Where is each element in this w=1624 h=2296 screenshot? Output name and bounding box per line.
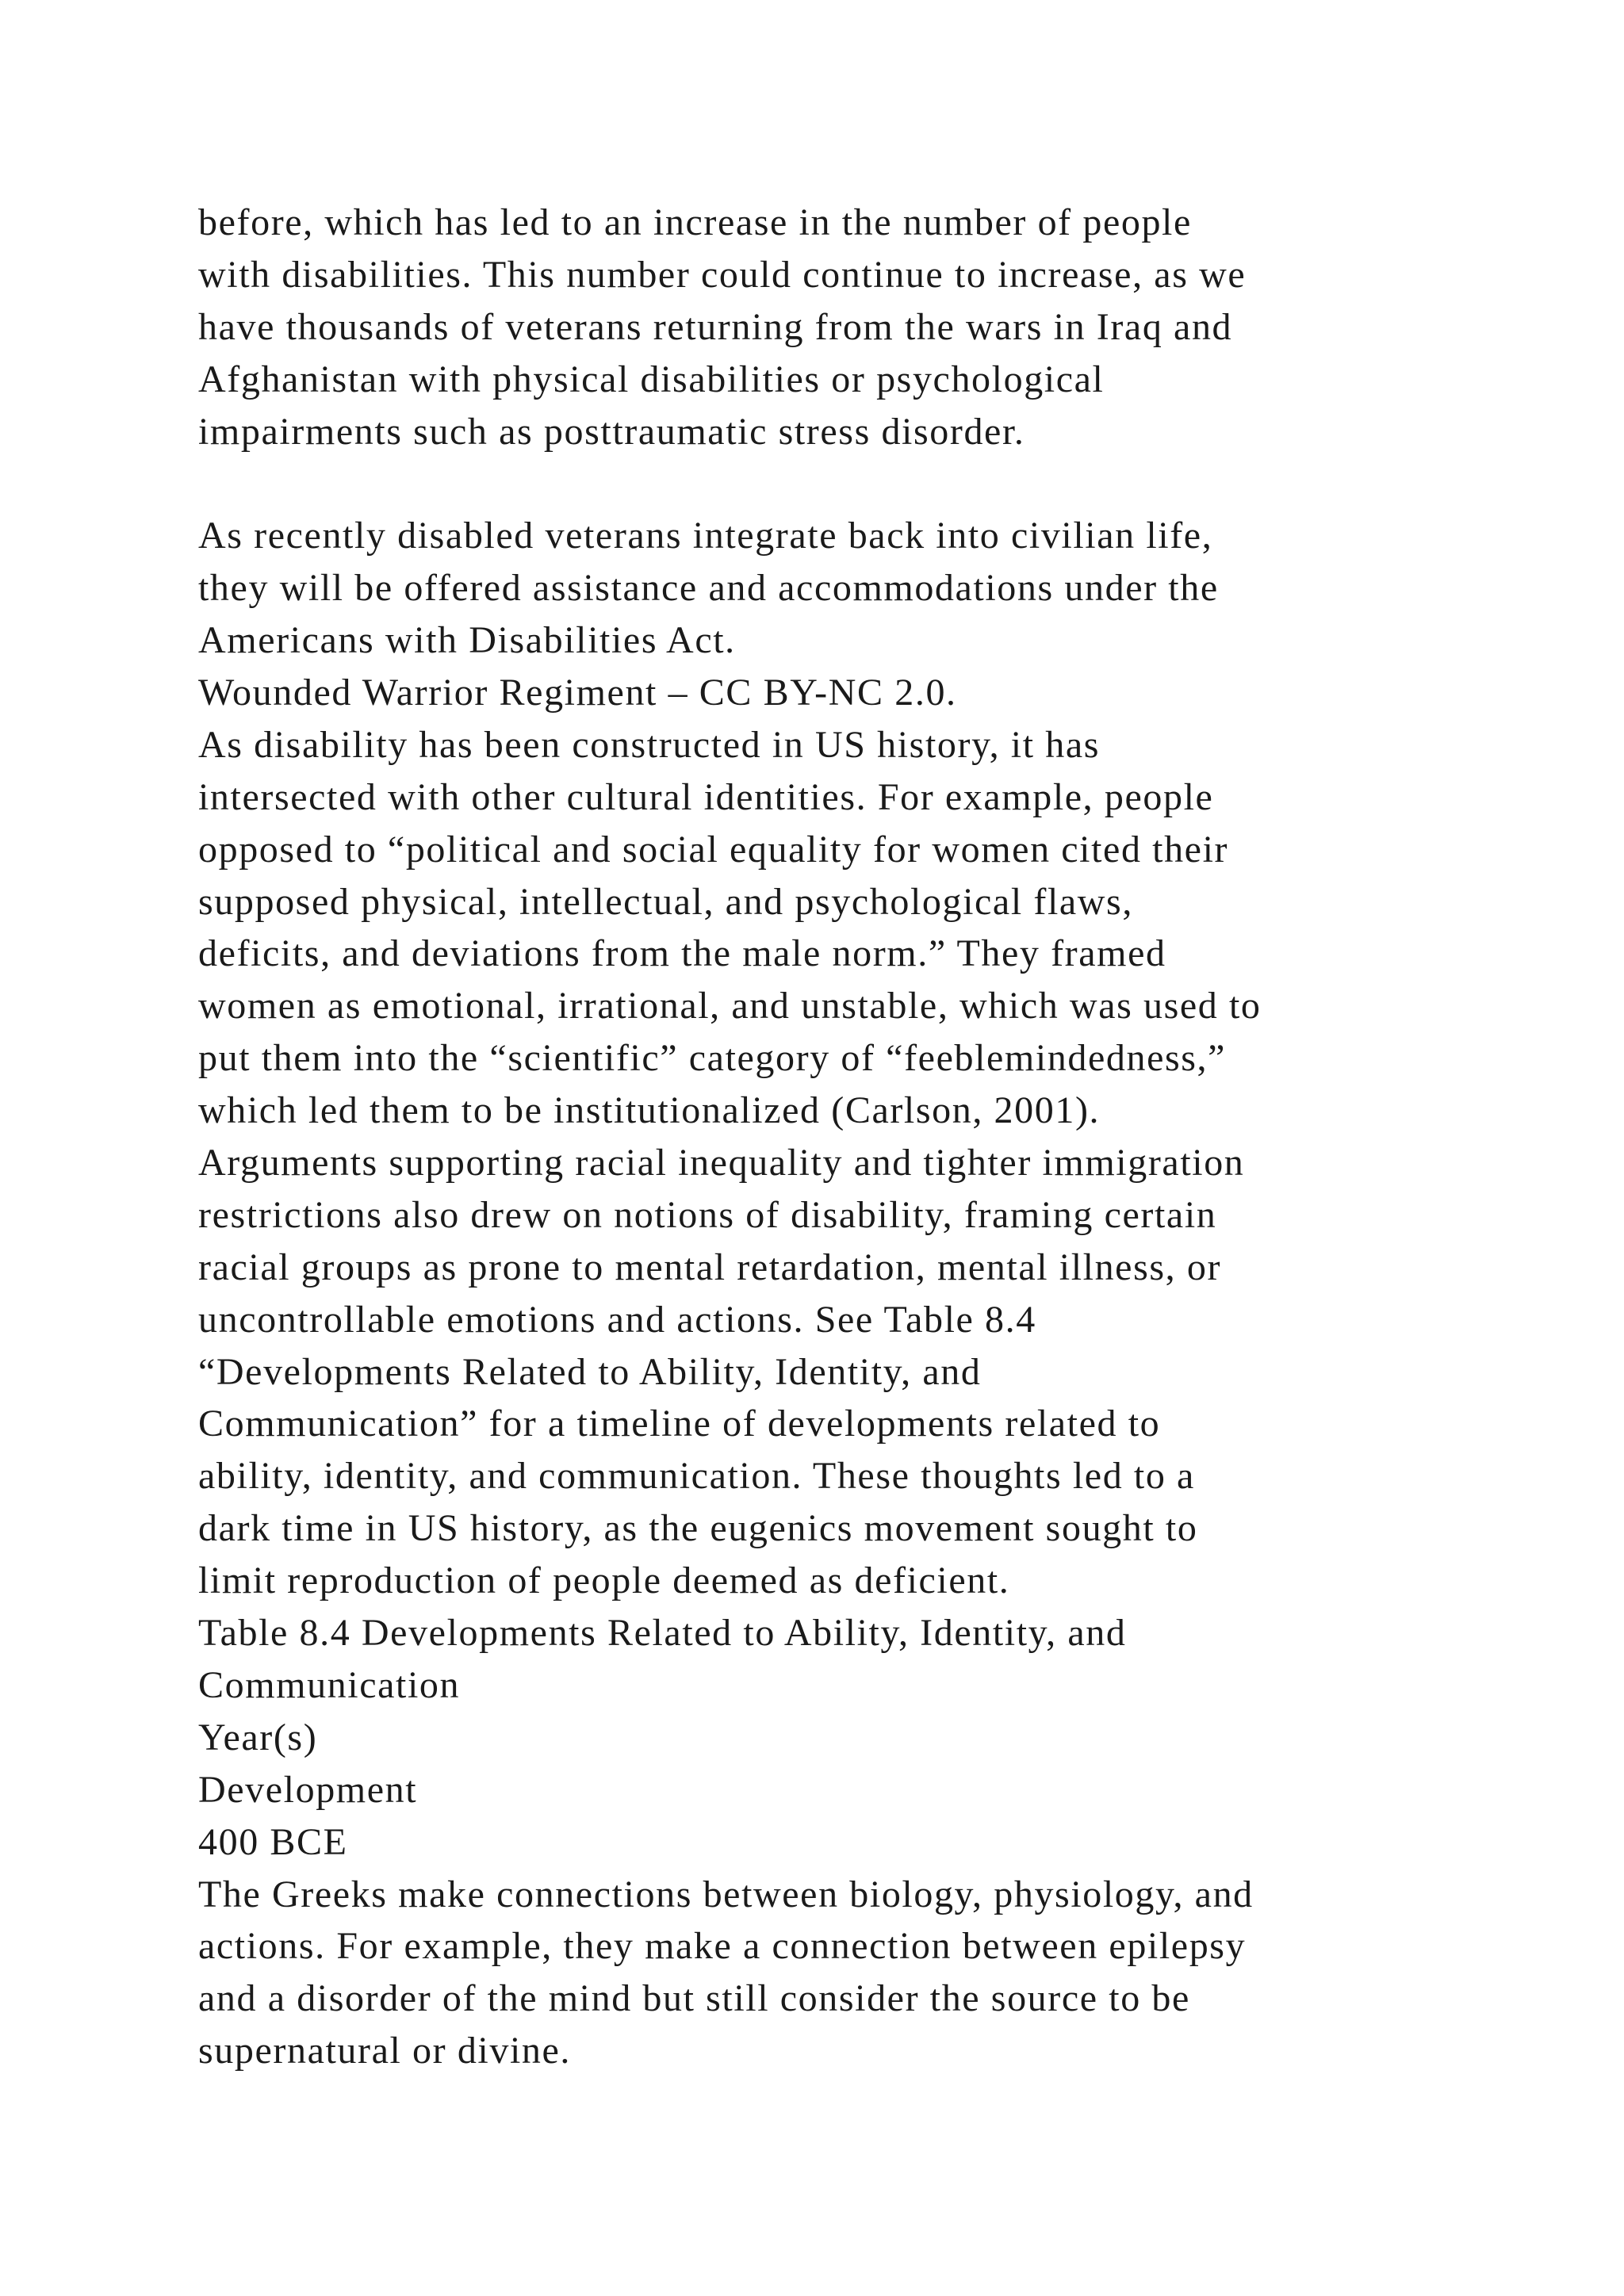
table-row-development <box>198 1869 1507 2078</box>
text-line: intersected with other cultural identities. For example, people <box>198 775 1214 818</box>
text-line: and a disorder of the mind but still consider the source to be <box>198 1977 1190 2020</box>
text-line: actions. For example, they make a connection between epilepsy <box>198 1925 1247 1968</box>
text-line: put them into the “scientific” category of “feeblemindedness,” <box>198 1037 1227 1080</box>
text-line: The Greeks make connections between biology, physiology, and <box>198 1873 1254 1915</box>
text-line: deficits, and deviations from the male norm.” They framed <box>198 932 1166 975</box>
text-line: restrictions also drew on notions of disability, framing certain <box>198 1193 1217 1236</box>
text-line: impairments such as posttraumatic stress disorder. <box>198 410 1025 453</box>
text-line: racial groups as prone to mental retardation, mental illness, or <box>198 1246 1222 1288</box>
text-line: which led them to be institutionalized (Carlson, 2001). <box>198 1089 1101 1132</box>
text-line: ability, identity, and communication. These thoughts led to a <box>198 1455 1195 1498</box>
text-line: As disability has been constructed in US history, it has <box>198 723 1101 766</box>
text-line: “Developments Related to Ability, Identity, and <box>198 1350 982 1393</box>
paragraph-disability-history <box>198 719 1507 1607</box>
document-text <box>198 197 1507 2077</box>
text-line: have thousands of veterans returning from the wars in Iraq and <box>198 305 1233 348</box>
text-line: supposed physical, intellectual, and psychological flaws, <box>198 880 1133 923</box>
caption-line: Americans with Disabilities Act. <box>198 619 736 662</box>
image-credit: Wounded Warrior Regiment – CC BY-NC 2.0. <box>198 672 957 714</box>
text-line: dark time in US history, as the eugenics movement sought to <box>198 1507 1198 1550</box>
text-line: uncontrollable emotions and actions. See Table 8.4 <box>198 1298 1036 1341</box>
paragraph-intro <box>198 197 1507 457</box>
text-line: supernatural or divine. <box>198 2030 571 2072</box>
table-title-line: Table 8.4 Developments Related to Ability, Identity, and <box>198 1612 1127 1655</box>
text-line: Arguments supporting racial inequality and tighter immigration <box>198 1142 1245 1184</box>
text-line: with disabilities. This number could continue to increase, as we <box>198 253 1247 296</box>
text-line: limit reproduction of people deemed as deficient. <box>198 1559 1010 1602</box>
text-line: before, which has led to an increase in the number of people <box>198 201 1192 243</box>
table-title <box>198 1607 1507 1712</box>
caption-line: they will be offered assistance and accommodations under the <box>198 567 1219 610</box>
text-line: women as emotional, irrational, and unstable, which was used to <box>198 985 1262 1027</box>
table-title-line: Communication <box>198 1663 461 1706</box>
table-header-year: Year(s) <box>198 1716 318 1758</box>
text-line: Communication” for a timeline of developments related to <box>198 1402 1161 1445</box>
text-line: opposed to “political and social equality for women cited their <box>198 828 1229 871</box>
text-line: Afghanistan with physical disabilities or psychological <box>198 358 1105 400</box>
image-caption <box>198 510 1507 667</box>
table-header-development: Development <box>198 1768 418 1811</box>
paragraph-spacer <box>198 457 1507 510</box>
caption-line: As recently disabled veterans integrate back into civilian life, <box>198 515 1213 557</box>
table-row-year: 400 BCE <box>198 1820 348 1863</box>
